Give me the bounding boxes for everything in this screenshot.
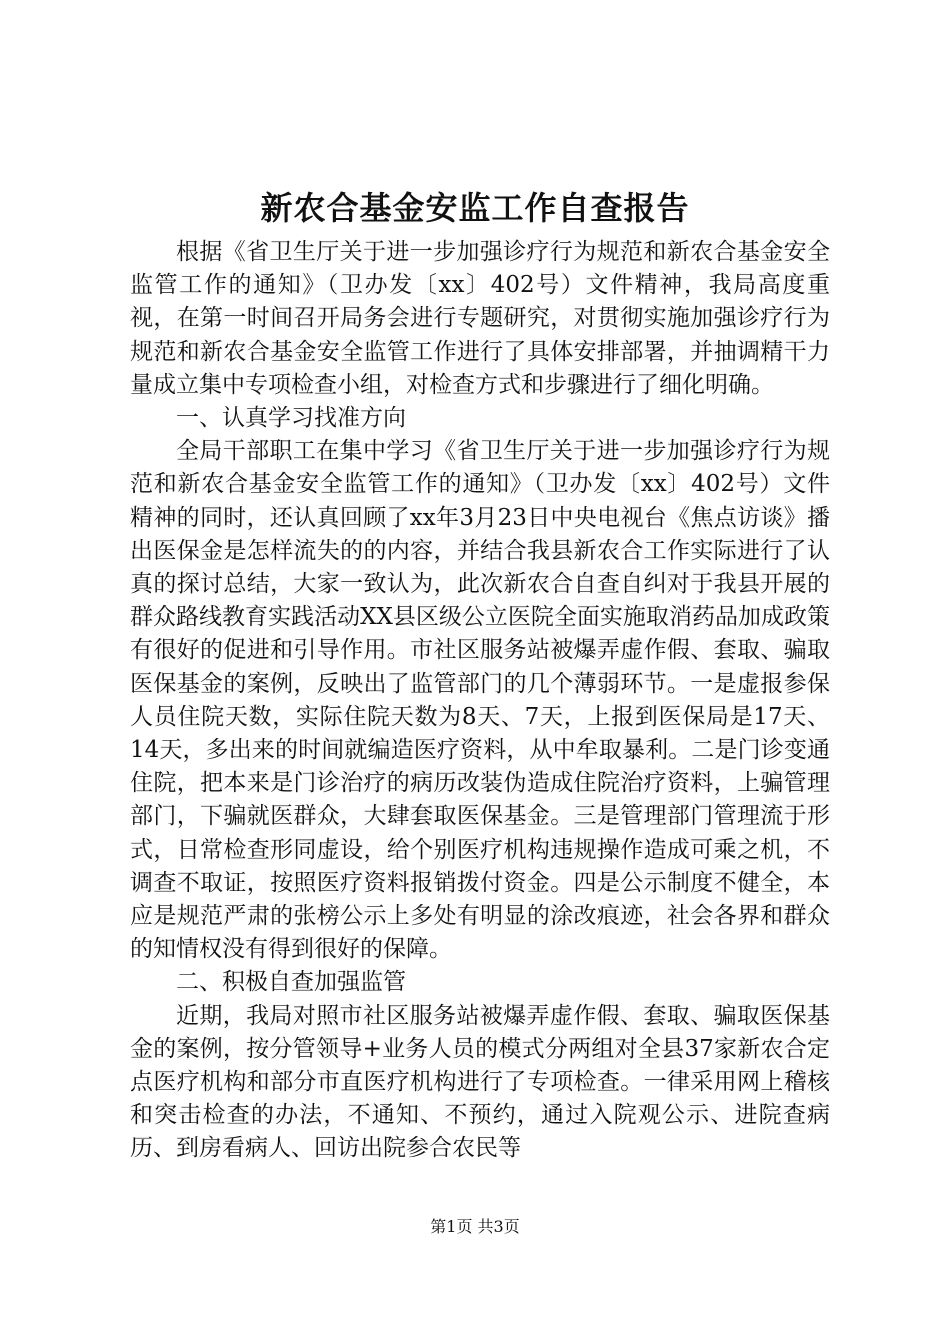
document-body — [130, 236, 830, 1166]
section-heading-2: 二、积极自查加强监管 — [176, 969, 406, 996]
page-number-footer: 第1页 共3页 — [430, 1217, 520, 1236]
document-title: 新农合基金安监工作自查报告 — [260, 189, 690, 227]
section-heading-1: 一、认真学习找准方向 — [176, 405, 406, 432]
paragraph-section-1: 全局干部职工在集中学习《省卫生厅关于进一步加强诊疗行为规范和新农合基金安全监管工作的通知》（卫办发〔xx〕402号）文件精神的同时，还认真回顾了xx年3月23日中央电视台《焦点访谈》播出医保金是怎样流失的的内容，并结合我县新农合工作实际进行了认真的探讨总结，大家一致认为，此次新农合自查自纠对于我县开展的群众路线教育实践活动XX县区级公立医院全面实施取消药品加成政策有很好的促进和引导作用。市社区服务站被爆弄虚作假、套取、骗取医保基金的案例，反映出了监管部门的几个薄弱环节。一是虚报参保人员住院天数，实际住院天数为8天、7天，上报到医保局是17天、14天，多出来的时间就编造医疗资料，从中牟取暴利。二是门诊变通住院，把本来是门诊治疗的病历改装伪造成住院治疗资料，上骗管理部门，下骗就医群众，大肆套取医保基金。三是管理部门管理流于形式，日常检查形同虚设，给个别医疗机构违规操作造成可乘之机，不调查不取证，按照医疗资料报销拨付资金。四是公示制度不健全，本应是规范严肃的张榜公示上多处有明显的涂改痕迹，社会各界和群众的知情权没有得到很好的保障。 — [130, 438, 830, 963]
paragraph-section-2: 近期，我局对照市社区服务站被爆弄虚作假、套取、骗取医保基金的案例，按分管领导+业务人员的模式分两组对全县37家新农合定点医疗机构和部分市直医疗机构进行了专项检查。一律采用网上稽核和突击检查的办法，不通知、不预约，通过入院观公示、进院查病历、到房看病人、回访出院参合农民等 — [130, 1002, 830, 1162]
paragraph-intro: 根据《省卫生厅关于进一步加强诊疗行为规范和新农合基金安全监管工作的通知》（卫办发〔xx〕402号）文件精神，我局高度重视，在第一时间召开局务会进行专题研究，对贯彻实施加强诊疗行为规范和新农合基金安全监管工作进行了具体安排部署，并抽调精干力量成立集中专项检查小组，对检查方式和步骤进行了细化明确。 — [130, 239, 830, 398]
